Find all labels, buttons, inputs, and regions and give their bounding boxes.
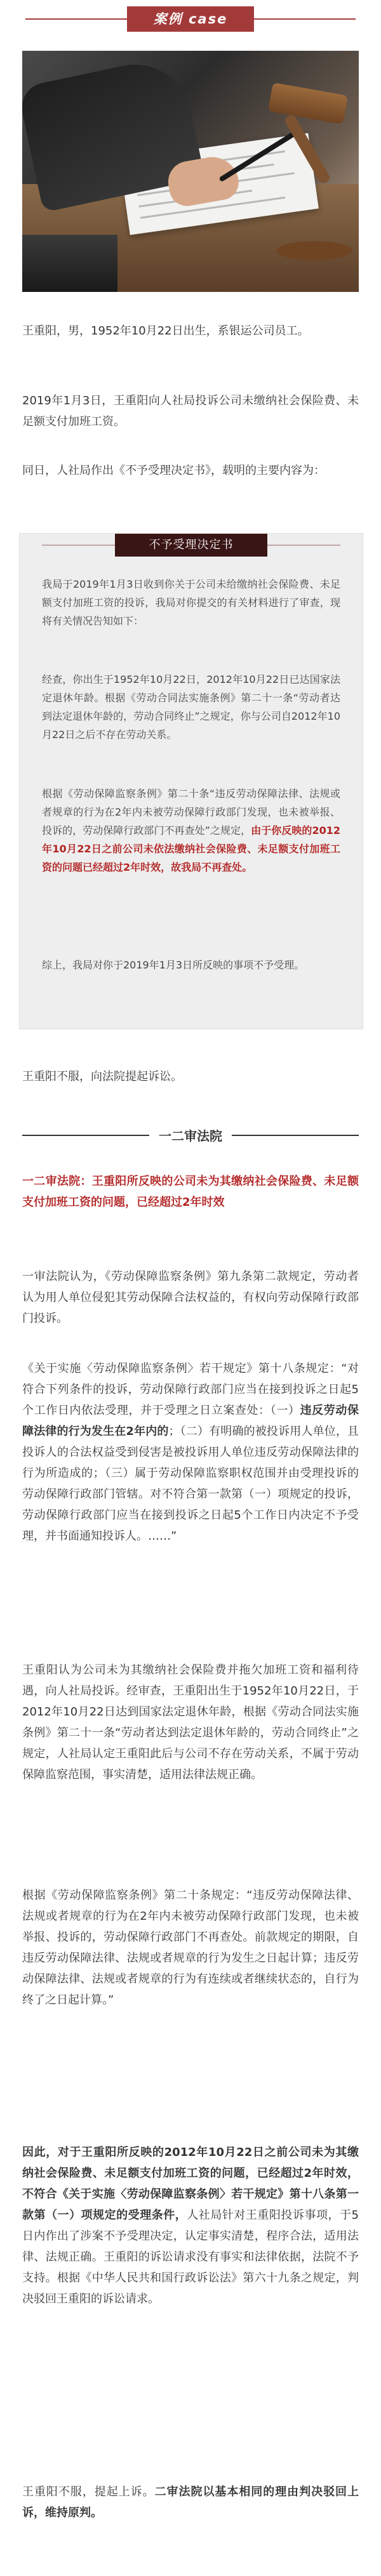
header-line-right (254, 18, 356, 20)
reasoning-paragraph-1: 一审法院认为，《劳动保障监察条例》第九条第二款规定，劳动者认为用人单位侵犯其劳动保障合法权益的，有权向劳动保障行政部门投诉。 (22, 1270, 359, 1325)
reasoning-paragraph-2-text-c: ；（二）有明确的被投诉用人单位，且投诉人的合法权益受到侵害是被投诉用人单位违反劳动保障法律的行为所造成的；（三）属于劳动保障监察职权范围并由受理投诉的劳动保障行政部门管辖。对不符合第一款第（一）项规定的投诉，劳动保障行政部门应当在接到投诉之日起5个工作日内决定不予受理，并书面通知投诉人。……” (22, 1425, 359, 1543)
gavel-icon (268, 83, 348, 124)
section-line-left (22, 1135, 149, 1136)
after-decision-text: 王重阳不服，向法院提起诉讼。 (22, 1070, 182, 1083)
conclusion-paragraph (22, 2481, 359, 2523)
decision-bar-left (42, 545, 115, 546)
reasoning-paragraph-5-text: 人社局针对王重阳投诉事项，于5日内作出了涉案不予受理决定，认定事实清楚，程序合法，适用法律、法规正确。王重阳的诉讼请求没有事实和法律依据，法院不予支持。根据《中华人民共和国行政诉讼法》第六十九条之规定，判决驳回王重阳的诉讼请求。 (22, 2209, 359, 2306)
reasoning-paragraph-2-text-a: 《关于实施〈劳动保障监察条例〉若干规定》第十八条规定：“对符合下列条件的投诉，劳动保障行政部门应当在接到投诉之日起5个工作日内依法受理，并于受理之日立案查处：（一） (22, 1362, 359, 1417)
decision-bar-right (267, 545, 340, 546)
decision-box (19, 533, 363, 1029)
decision-paragraph-3-highlight: 由于你反映的2012年10月22日之前公司未依法缴纳社会保险费、未足额支付加班工资的问题已经超过2年时效，故我局不再查处。 (42, 824, 340, 873)
reasoning-paragraph-5-highlight: 因此，对于王重阳所反映的2012年10月22日之前公司未为其缴纳社会保险费、未足额支付加班工资的问题，已经超过2年时效，不符合《关于实施〈劳动保障监察条例〉若干规定》第十八条第一款第（一）项规定的受理条件， (22, 2146, 359, 2222)
decision-paragraph-1: 我局于2019年1月3日收到你关于公司未给缴纳社会保险费、未足额支付加班工资的投诉，我局对你提交的有关材料进行了审查，现将有关情况告知如下： (42, 578, 340, 627)
section-title: 一二审法院 (159, 1128, 222, 1144)
decision-paragraph-4: 综上，我局对你于2019年1月3日所反映的事项不予受理。 (42, 959, 305, 971)
reasoning-paragraph-2 (22, 1358, 359, 1547)
case-header (0, 6, 381, 32)
case-tag (127, 6, 254, 32)
reasoning-paragraph-4: 根据《劳动保障监察条例》第二十条规定：“违反劳动保障法律、法规或者规章的行为在2年内未被劳动保障行政部门发现，也未被举报、投诉的，劳动保障行政部门不再查处。前款规定的期限，自违反劳动保障法律、法规或者规章的行为发生之日起计算；违反劳动保障法律、法规或者规章的行为有连续或者继续状态的，自行为终了之日起计算。” (22, 1889, 359, 2007)
reasoning-paragraph-2-highlight: 违反劳动保障法律的行为发生在2年内的 (22, 1404, 359, 1438)
reasoning-paragraph-3: 王重阳认为公司未为其缴纳社会保险费并拖欠加班工资和福利待遇，向人社局投诉。经审查，王重阳出生于1952年10月22日，于2012年10月22日达到国家法定退休年龄，根据《劳动合同法实施条例》第二十一条“劳动者达到法定退休年龄的，劳动合同终止”之规定，人社局认定王重阳此后与公司不存在劳动关系，不属于劳动保障监察范围，事实清楚，适用法律法规正确。 (22, 1663, 359, 1781)
section-line-right (232, 1135, 359, 1136)
section-divider (0, 1123, 381, 1149)
holding-text: 一二审法院：王重阳所反映的公司未为其缴纳社会保险费、未足额支付加班工资的问题，已经超过2年时效 (22, 1175, 359, 1209)
case-tag-cn: 案例 (153, 11, 183, 27)
decision-paragraph-3-text: 根据《劳动保障监察条例》第二十条“违反劳动保障法律、法规或者规章的行为在2年内未被劳动保障行政部门发现，也未被举报、投诉的，劳动保障行政部门不再查处”之规定， (42, 788, 340, 836)
courtroom-photo (22, 51, 359, 292)
header-line-left (25, 18, 127, 20)
decision-paragraph-2: 经查，你出生于1952年10月22日，2012年10月22日已达国家法定退休年龄。根据《劳动合同法实施条例》第二十一条“劳动者达到法定退休年龄的，劳动合同终止”之规定，你与公司自2012年10月22日之后不存在劳动关系。 (42, 673, 340, 741)
case-tag-en: case (188, 11, 228, 27)
conclusion-text-b: 二审法院以基本相同的理由判决驳回上诉，维持原判。 (22, 2485, 359, 2520)
gavel-base-shape (276, 241, 352, 260)
intro-paragraph-3: 同日，人社局作出《不予受理决定书》，载明的主要内容为： (22, 464, 325, 477)
books-shape (22, 235, 117, 292)
conclusion-text-a: 王重阳不服，提起上诉。 (22, 2485, 155, 2499)
intro-paragraph-1: 王重阳，男，1952年10月22日出生，系银运公司员工。 (22, 324, 309, 338)
reasoning-paragraph-5 (22, 2142, 359, 2309)
decision-paragraph-3 (42, 784, 340, 876)
intro-paragraph-2: 2019年1月3日，王重阳向人社局投诉公司未缴纳社会保险费、未足额支付加班工资。 (22, 394, 359, 428)
decision-title: 不予受理决定书 (115, 534, 267, 557)
